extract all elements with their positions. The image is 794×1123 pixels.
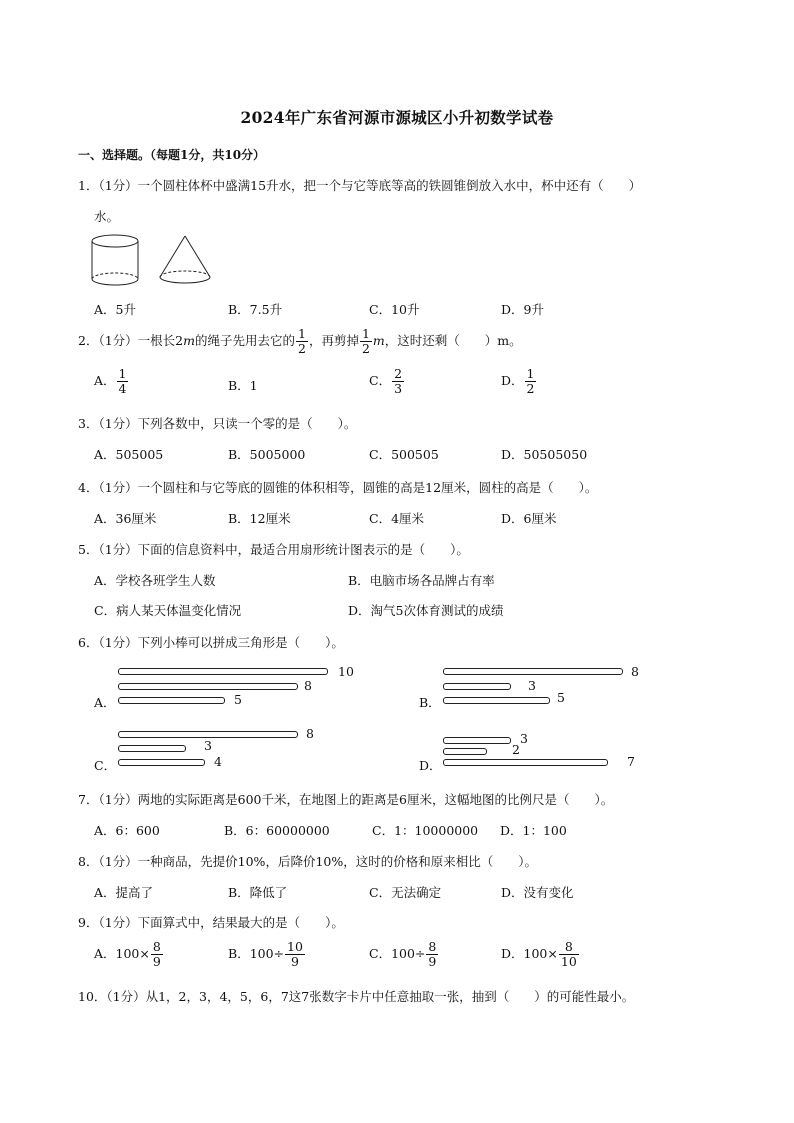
question-3-option-c[interactable]: C．500505 [369, 447, 439, 462]
rod-length-label: 2 [512, 742, 520, 757]
rod-length-label: 5 [234, 692, 242, 707]
rod-length-label: 7 [627, 754, 635, 769]
question-9-stem: 9．（1分）下面算式中，结果最大的是（ ）。 [78, 915, 344, 930]
question-7-option-a[interactable]: A．6：600 [94, 823, 160, 838]
question-5-option-a[interactable]: A．学校各班学生人数 [94, 573, 216, 588]
page-title: 2024年广东省河源市源城区小升初数学试卷 [240, 108, 554, 127]
fraction: $\frac{1}{2}$ [361, 326, 370, 356]
fraction: $\frac{1}{2}$ [297, 326, 306, 356]
rod-length-label: 5 [557, 690, 565, 705]
question-8-option-a[interactable]: A．提高了 [94, 885, 154, 900]
question-7-option-b[interactable]: B．6：60000000 [224, 823, 330, 838]
question-7-option-c[interactable]: C．1：10000000 [372, 823, 479, 838]
cone-icon [160, 236, 210, 283]
question-6-stem: 6．（1分）下列小棒可以拼成三角形是（ ）。 [78, 635, 344, 650]
rod-length-label: 3 [520, 731, 528, 746]
question-1-figure [88, 232, 228, 292]
rod-length-label: 4 [214, 754, 222, 769]
question-1-stem-cont: 水。 [94, 209, 120, 224]
question-5-option-c[interactable]: C．病人某天体温变化情况 [94, 603, 242, 618]
rod [118, 683, 298, 690]
question-5-stem: 5．（1分）下面的信息资料中，最适合用扇形统计图表示的是（ ）。 [78, 542, 469, 557]
rod-length-label: 8 [631, 664, 639, 679]
rod-length-label: 8 [306, 726, 314, 741]
question-1-option-d[interactable]: D．9升 [501, 302, 544, 317]
question-6-option-b[interactable]: B． [419, 695, 441, 710]
question-5-option-b[interactable]: B．电脑市场各品牌占有率 [348, 573, 495, 588]
question-2-option-a[interactable]: A． $\frac{1}{4}$ [94, 366, 127, 396]
question-7-stem: 7．（1分）两地的实际距离是600千米，在地图上的距离是6厘米，这幅地图的比例尺是（ ）。 [78, 792, 614, 807]
question-6-option-d[interactable]: D． [419, 758, 442, 773]
question-3-stem: 3．（1分）下列各数中，只读一个零的是（ ）。 [78, 416, 357, 431]
question-3-option-a[interactable]: A．505005 [94, 447, 164, 462]
question-5-option-d[interactable]: D．淘气5次体育测试的成绩 [348, 603, 504, 618]
question-2-option-d[interactable]: D． $\frac{1}{2}$ [501, 366, 535, 396]
rod [443, 748, 487, 755]
rod [443, 759, 608, 766]
question-4-option-a[interactable]: A．36厘米 [94, 511, 157, 526]
rod-length-label: 10 [338, 664, 354, 679]
question-4-option-c[interactable]: C．4厘米 [369, 511, 425, 526]
rod-length-label: 8 [304, 678, 312, 693]
rod [443, 668, 623, 675]
question-8-option-c[interactable]: C．无法确定 [369, 885, 442, 900]
question-1-option-a[interactable]: A．5升 [94, 302, 136, 317]
rod [118, 668, 328, 675]
question-3-option-b[interactable]: B．5005000 [228, 447, 306, 462]
question-4-option-d[interactable]: D．6厘米 [501, 511, 557, 526]
rod [118, 697, 225, 704]
question-10-stem: 10．（1分）从1，2，3，4，5，6，7这7张数字卡片中任意抽取一张，抽到（ ）的可能性最小。 [78, 989, 635, 1004]
question-9-option-b[interactable]: B．100÷ $\frac{10}{9}$ [228, 939, 303, 969]
question-4-stem: 4．（1分）一个圆柱和与它等底的圆锥的体积相等，圆锥的高是12厘米，圆柱的高是（ ）。 [78, 480, 598, 495]
cylinder-icon [92, 235, 138, 285]
question-2-stem: 2．（1分）一根长2m的绳子先用去它的 $\frac{1}{2}$ ，再剪掉 $\frac{1}{2}$ m，这时还剩（ ）m。 [78, 326, 522, 356]
rod [443, 697, 550, 704]
rod [118, 731, 298, 738]
rod [118, 745, 186, 752]
section-heading: 一、选择题。（每题1分，共10分） [78, 148, 266, 162]
question-8-option-d[interactable]: D．没有变化 [501, 885, 574, 900]
question-2-option-c[interactable]: C． $\frac{2}{3}$ [369, 366, 403, 396]
question-9-option-d[interactable]: D．100× $\frac{8}{10}$ [501, 939, 577, 969]
rod [443, 683, 511, 690]
rod [118, 759, 205, 766]
question-8-option-b[interactable]: B．降低了 [228, 885, 288, 900]
question-1-option-c[interactable]: C．10升 [369, 302, 420, 317]
rod-length-label: 3 [528, 678, 536, 693]
question-4-option-b[interactable]: B．12厘米 [228, 511, 291, 526]
question-1-stem: 1．（1分）一个圆柱体杯中盛满15升水，把一个与它等底等高的铁圆锥倒放入水中，杯中还有（ ） [78, 178, 642, 193]
question-3-option-d[interactable]: D．50505050 [501, 447, 588, 462]
question-9-option-a[interactable]: A．100× $\frac{8}{9}$ [94, 939, 161, 969]
question-9-option-c[interactable]: C．100÷ $\frac{8}{9}$ [369, 939, 437, 969]
question-7-option-d[interactable]: D．1：100 [500, 823, 567, 838]
rod [443, 737, 511, 744]
rod-length-label: 3 [204, 738, 212, 753]
question-2-option-b[interactable]: B．1 [228, 378, 258, 393]
question-6-option-c[interactable]: C． [94, 758, 117, 773]
question-1-option-b[interactable]: B．7.5升 [228, 302, 283, 317]
question-8-stem: 8．（1分）一种商品，先提价10%，后降价10%，这时的价格和原来相比（ ）。 [78, 854, 537, 869]
question-6-option-a[interactable]: A． [94, 695, 116, 710]
